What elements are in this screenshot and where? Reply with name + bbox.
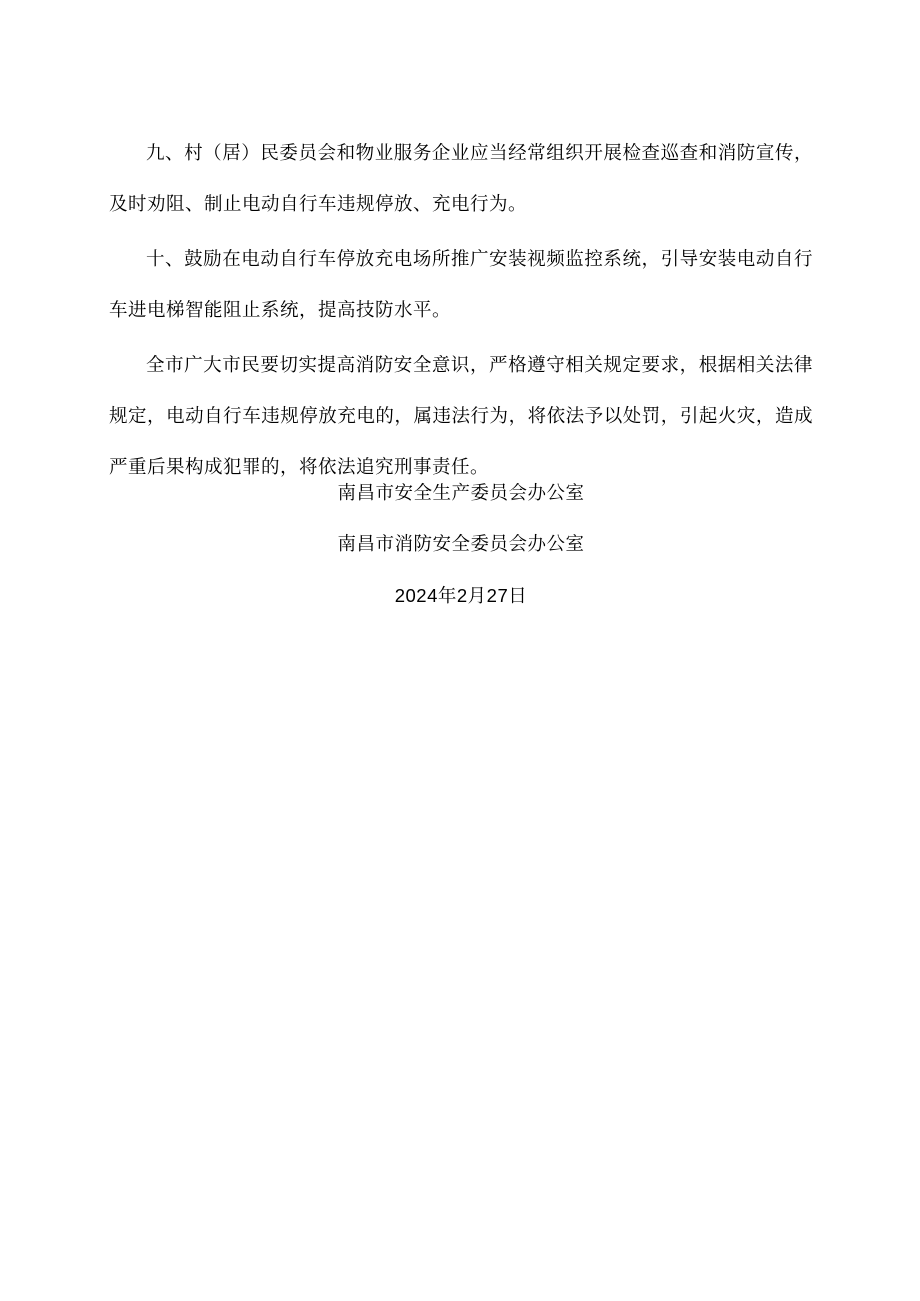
signatory-safety-committee: 南昌市安全生产委员会办公室 [337, 483, 585, 504]
signatory-fire-committee: 南昌市消防安全委员会办公室 [337, 534, 585, 555]
paragraph-item-nine: 九、村（居）民委员会和物业服务企业应当经常组织开展检查巡查和消防宣传，及时劝阻、制止电动自行车违规停放、充电行为。 [109, 143, 813, 215]
document-body [109, 128, 813, 497]
paragraph-public-notice: 全市广大市民要切实提高消防安全意识，严格遵守相关规定要求，根据相关法律规定，电动自行车违规停放充电的，属违法行为，将依法予以处罚，引起火灾，造成严重后果构成犯罪的，将依法追究刑事责任。 [109, 355, 813, 478]
document-date: 2024年2月27日 [394, 585, 528, 606]
paragraph-item-ten: 十、鼓励在电动自行车停放充电场所推广安装视频监控系统，引导安装电动自行车进电梯智能阻止系统，提高技防水平。 [109, 249, 813, 321]
signature-block [109, 468, 813, 621]
